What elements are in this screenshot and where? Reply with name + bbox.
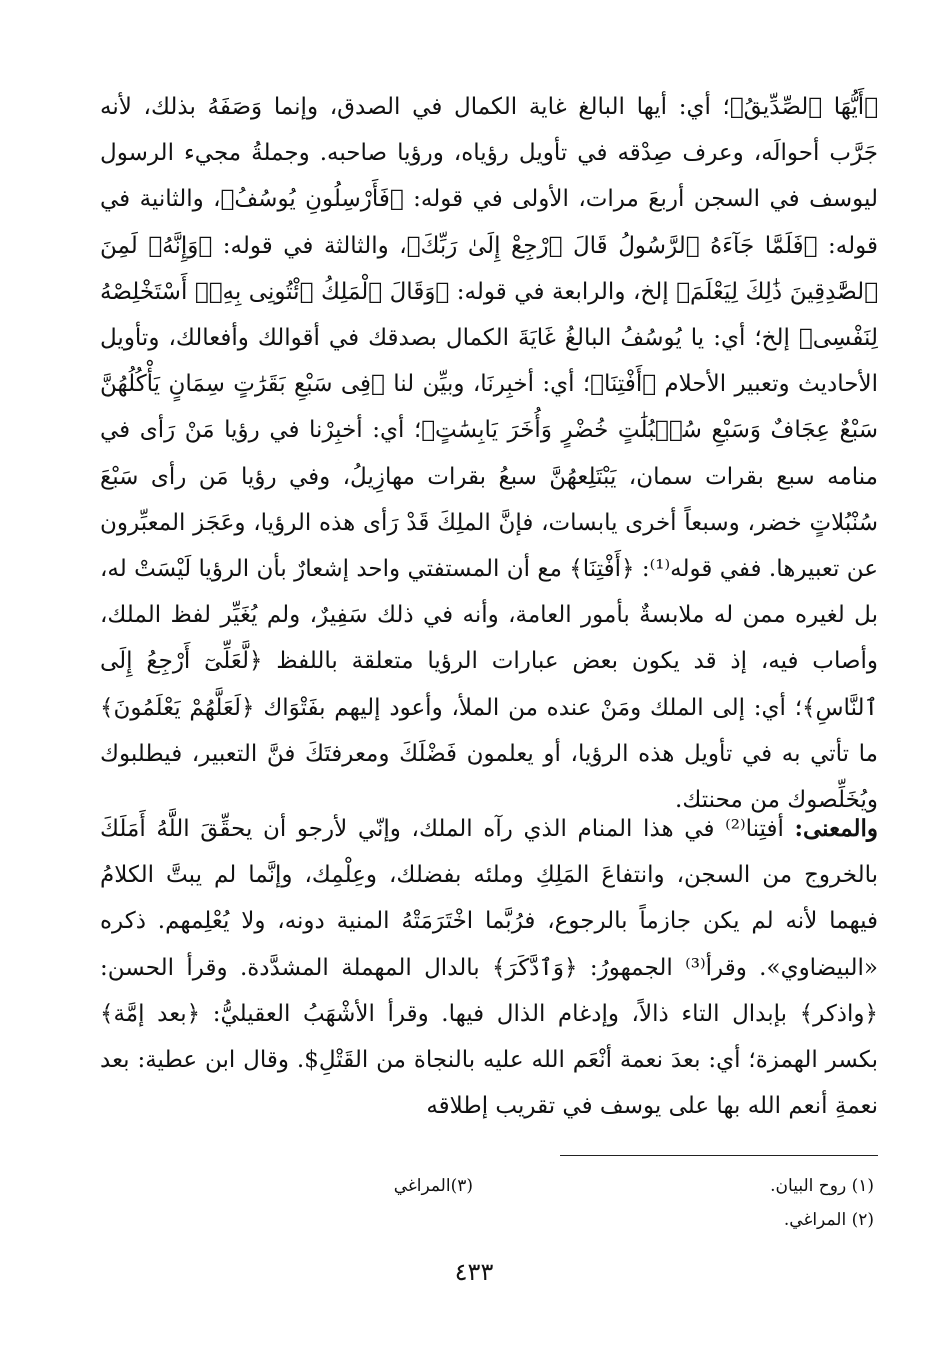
footnote-2: (٢) المراغي.: [783, 1210, 874, 1230]
second-paragraph: [100, 806, 878, 1129]
paragraph-text: أفتِنا⁽²⁾ في هذا المنام الذي رآه الملك، وإنّي لأرجو أن يحقِّقَ اللَّهُ أَمَلَكَ بالخروج من السجن، وانتفاعَ المَلِكِ وملئه بفضلك، وعِلْمِك، وإنَّما لم يبتَّ الكلامُ فيهما لأنه لم يكن جازماً بالرجوع، فرُبَّما اخْتَرَمَتْهُ المنية دونه، ولا يُعْلِمهم. ذكره «البيضاوي». وقرأ⁽³⁾ الجمهورُ: ﴿وَٱدَّكَرَ﴾ بالدال المهملة المشدَّدة. وقرأ الحسن: ﴿واذكر﴾ بإبدال التاء ذالاً، وإدغام الذال فيها. وقرأ الأشْهَبُ العقيليُّ: ﴿بعد إمَّة﴾ بكسر الهمزة؛ أي: بعدَ نعمة أنْعَم الله عليه بالنجاة من القَتْلِ$. وقال ابن عطية: بعد نعمةِ أنعم الله بها على يوسف في تقريب إطلاقه: [100, 816, 878, 1120]
paragraph-lead: والمعنى:: [794, 815, 879, 842]
footnote-1: (١) روح البيان.: [770, 1176, 874, 1196]
footnote-3: (٣)المراغي: [393, 1176, 473, 1196]
page-number: ٤٣٣: [454, 1258, 494, 1286]
main-paragraph: ﴿أَيُّهَا ٱلصِّدِّيقُ﴾؛ أي: أيها البالغ غاية الكمال في الصدق، وإنما وَصَفَهُ بذلك، لأنه جَرَّب أحوالَه، وعرف صِدْقه في تأويل رؤياه، ورؤيا صاحبه. وجملةُ مجيء الرسول ليوسف في السجن أربعَ مرات، الأولى في قوله: ﴿فَأَرْسِلُونِ يُوسُفُ﴾، والثانية في قوله: ﴿فَلَمَّا جَآءَهُ ٱلرَّسُولُ قَالَ ٱرْجِعْ إِلَىٰ رَبِّكَ﴾، والثالثة في قوله: ﴿وَإِنَّهُۥ لَمِنَ ٱلصَّٰدِقِينَ ذَٰلِكَ لِيَعْلَمَ﴾ إلخ، والرابعة في قوله: ﴿وَقَالَ ٱلْمَلِكُ ٱئْتُونِى بِهِۦٓ أَسْتَخْلِصْهُ لِنَفْسِى﴾ إلخ؛ أي: يا يُوسُفُ البالغُ غَايَةَ الكمال بصدقك في أقوالك وأفعالك، وتأويل الأحاديث وتعبير الأحلام ﴿أَفْتِنَا﴾؛ أي: أخبِرنَا، وبيِّن لنا ﴿فِى سَبْعِ بَقَرَٰتٍ سِمَانٍ يَأْكُلُهُنَّ سَبْعٌ عِجَافٌ وَسَبْعِ سُنۢبُلَٰتٍ خُضْرٍ وَأُخَرَ يَابِسَٰتٍ﴾؛ أي: أخبِرْنا في رؤيا مَنْ رَأى في منامه سبع بقرات سمان، يَبْتَلِعهُنَّ سبعُ بقرات مهازِيلُ، وفي رؤيا مَن رأى سَبْعَ سُنْبُلاتٍ خضر، وسبعاً أخرى يابسات، فإنَّ الملِكَ قَدْ رَأى هذه الرؤيا، وعَجَز المعبِّرون عن تعبيرها. ففي قوله⁽¹⁾: ﴿أَفْتِنَا﴾ مع أن المستفتي واحد إشعارٌ بأن الرؤيا لَيْسَتْ له، بل لغيره ممن له ملابسةٌ بأمور العامة، وأنه في ذلك سَفِيرٌ، ولم يُغَيِّر لفظ الملك، وأصاب فيه، إذ قد يكون بعض عبارات الرؤيا متعلقة باللفظ ﴿لَّعَلِّىٓ أَرْجِعُ إِلَى ٱلنَّاسِ﴾؛ أي: إلى الملك ومَنْ عنده من الملأ، وأعود إليهم بفَتْوَاك ﴿لَعَلَّهُمْ يَعْلَمُونَ﴾ ما تأتي به في تأويل هذه الرؤيا، أو يعلمون فَضْلَكَ ومعرفتَكَ فنَّ التعبير، فيطلبوك ويُخَلِّصوك من محنتك.: [100, 94, 878, 814]
footnote-divider: [560, 1155, 878, 1156]
